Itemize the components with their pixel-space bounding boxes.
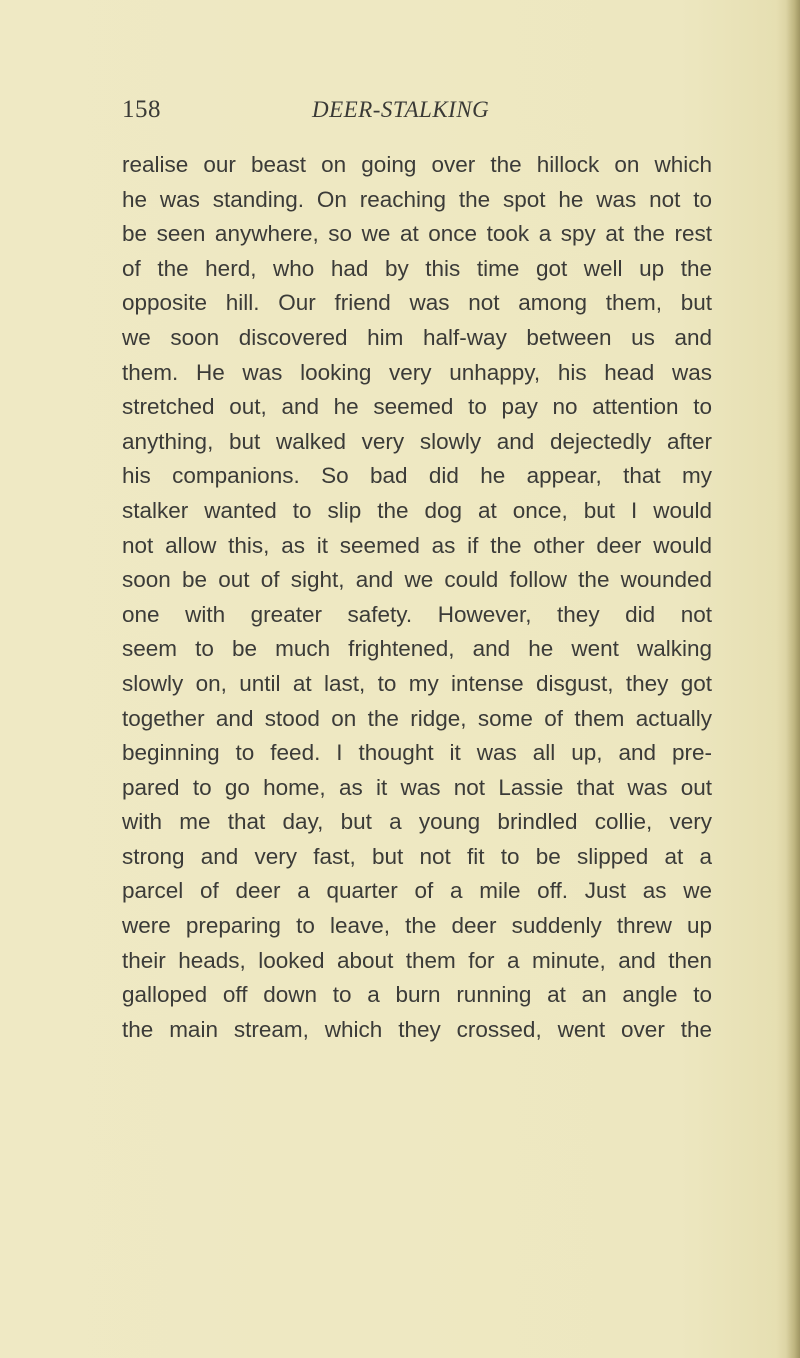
- text-line: anything, but walked very slowly and dejectedly after: [122, 428, 712, 454]
- text-line: not allow this, as it seemed as if the other deer would: [122, 532, 712, 558]
- text-line: together and stood on the ridge, some of them actually: [122, 705, 712, 731]
- text-line: slowly on, until at last, to my intense disgust, they got: [122, 670, 712, 696]
- text-line: stretched out, and he seemed to pay no attention to: [122, 394, 712, 420]
- text-line: seem to be much frightened, and he went walking: [122, 636, 712, 662]
- text-line: realise our beast on going over the hillock on which: [122, 152, 712, 177]
- page-number: 158: [122, 96, 161, 123]
- text-line: he was standing. On reaching the spot he was not to: [122, 186, 712, 212]
- text-line: galloped off down to a burn running at an angle to: [122, 982, 712, 1008]
- text-line: opposite hill. Our friend was not among them, but: [122, 290, 712, 316]
- text-line: them. He was looking very unhappy, his head was: [122, 359, 712, 385]
- text-line: strong and very fast, but not fit to be slipped at a: [122, 843, 712, 869]
- text-line: of the herd, who had by this time got well up the: [122, 255, 712, 281]
- text-line: stalker wanted to slip the dog at once, but I would: [122, 497, 712, 523]
- text-line: were preparing to leave, the deer suddenly threw up: [122, 913, 712, 939]
- text-line: parcel of deer a quarter of a mile off. Just as we: [122, 878, 712, 904]
- text-line: one with greater safety. However, they did not: [122, 601, 712, 627]
- text-line: his companions. So bad did he appear, that my: [122, 463, 712, 489]
- text-line: their heads, looked about them for a minute, and then: [122, 947, 712, 973]
- text-line: we soon discovered him half-way between us and: [122, 324, 712, 350]
- text-line: pared to go home, as it was not Lassie that was out: [122, 774, 712, 800]
- text-line: the main stream, which they crossed, went over the: [122, 1016, 712, 1042]
- running-head: [122, 96, 712, 130]
- text-line: soon be out of sight, and we could follow the wounded: [122, 567, 712, 593]
- page-edge-shadow: [786, 0, 800, 1358]
- running-title: DEER-STALKING: [312, 97, 490, 122]
- body-text: [122, 148, 712, 1047]
- text-line: with me that day, but a young brindled collie, very: [122, 809, 712, 835]
- text-line: beginning to feed. I thought it was all up, and pre-: [122, 740, 712, 766]
- text-line: be seen anywhere, so we at once took a spy at the rest: [122, 221, 712, 247]
